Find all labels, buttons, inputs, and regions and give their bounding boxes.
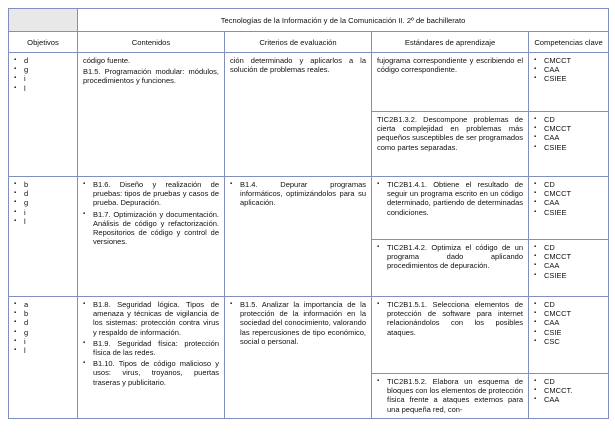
competencia-item: ▪ CSIEE: [534, 271, 603, 280]
competencia-item: ▪ CAA: [534, 65, 603, 74]
competencia-item: ▪ CMCCT: [534, 124, 603, 133]
competencia-item: ▪ CSIE: [534, 328, 603, 337]
estandar-item: ▪ TIC2B1.5.2. Elabora un esquema de bloques con los elementos de protección física frente a ataques externos para una pequeña red, con-: [377, 377, 523, 414]
criterio-cell: [225, 53, 372, 177]
competencias-cell: [529, 177, 609, 240]
competencias-cell: [529, 240, 609, 297]
estandar-item: ▪ TIC2B1.4.2. Optimiza el código de un programa dado aplicando procedimientos de depuración.: [377, 243, 523, 271]
header-criterios: Criterios de evaluación: [225, 32, 372, 53]
estandar-cell: [372, 177, 529, 240]
table-title: Tecnologías de la Información y de la Comunicación II. 2º de bachillerato: [78, 9, 609, 32]
competencia-item: ▪ CAA: [534, 261, 603, 270]
objetivo-item: ▪ l: [14, 84, 72, 93]
competencia-item: ▪ CMCCT: [534, 309, 603, 318]
estandar-item: ▪ TIC2B1.5.1. Selecciona elementos de protección de software para internet relacionándolos con los posibles ataques.: [377, 300, 523, 337]
competencia-item: ▪ CSIEE: [534, 208, 603, 217]
competencia-item: ▪ CSIEE: [534, 143, 603, 152]
estandar-text: TIC2B1.3.2. Descompone problemas de cierta complejidad en problemas más pequeños susceptibles de ser programados como partes separadas.: [377, 115, 523, 152]
contenidos-cell: [78, 53, 225, 177]
title-corner-cell: [9, 9, 78, 32]
objetivo-item: ▪ b: [14, 309, 72, 318]
competencia-item: ▪ CSIEE: [534, 74, 603, 83]
competencia-item: ▪ CD: [534, 300, 603, 309]
objetivo-item: ▪ i: [14, 74, 72, 83]
objetivo-item: ▪ a: [14, 300, 72, 309]
objetivo-item: ▪ d: [14, 56, 72, 65]
criterio-item: ▪ B1.5. Analizar la importancia de la protección de la información en la sociedad del conocimiento, valorando las repercusiones de tipo económico, social o personal.: [230, 300, 366, 346]
objetivo-item: ▪ l: [14, 217, 72, 226]
estandar-cell: [372, 297, 529, 374]
competencia-item: ▪ CMCCT: [534, 189, 603, 198]
competencia-item: ▪ CMCCT: [534, 252, 603, 261]
header-contenidos: Contenidos: [78, 32, 225, 53]
objetivo-item: ▪ g: [14, 65, 72, 74]
objetivo-item: ▪ i: [14, 337, 72, 346]
header-competencias: Competencias clave: [529, 32, 609, 53]
contenido-item: ▪ B1.6. Diseño y realización de pruebas: tipos de pruebas y casos de prueba. Depuración.: [83, 180, 219, 208]
contenido-text: código fuente.: [83, 56, 131, 65]
contenido-item: ▪ B1.10. Tipos de código malicioso y usos: virus, troyanos, puertas traseras y publicitario.: [83, 359, 219, 387]
contenido-item: ▪ B1.7. Optimización y documentación. Análisis de código y refactorización. Repositorios de código y control de versiones.: [83, 210, 219, 247]
estandar-cell: [372, 374, 529, 419]
competencia-item: ▪ CMCCT.: [534, 386, 603, 395]
objetivo-item: ▪ g: [14, 198, 72, 207]
contenido-item: ▪ B1.9. Seguridad física: protección física de las redes.: [83, 339, 219, 357]
objetivos-cell: [9, 297, 78, 419]
competencia-item: ▪ CAA: [534, 318, 603, 327]
competencias-cell: [529, 112, 609, 177]
competencia-item: ▪ CD: [534, 115, 603, 124]
competencias-cell: [529, 53, 609, 112]
estandar-text: fujograma correspondiente y escribiendo el código correspondiente.: [377, 56, 523, 75]
curriculum-table: [8, 8, 609, 419]
contenidos-cell: [78, 297, 225, 419]
header-objetivos: Objetivos: [9, 32, 78, 53]
objetivo-item: ▪ l: [14, 346, 72, 355]
competencia-item: ▪ CAA: [534, 133, 603, 142]
competencia-item: ▪ CAA: [534, 395, 603, 404]
criterio-item: ▪ B1.4. Depurar programas informáticos, optimizándolos para su aplicación.: [230, 180, 366, 208]
criterio-cell: [225, 177, 372, 297]
header-estandares: Estándares de aprendizaje: [372, 32, 529, 53]
competencia-item: ▪ CMCCT: [534, 56, 603, 65]
competencia-item: ▪ CSC: [534, 337, 603, 346]
criterio-cell: [225, 297, 372, 419]
competencia-item: ▪ CD: [534, 377, 603, 386]
objetivos-cell: [9, 177, 78, 297]
competencias-cell: [529, 297, 609, 374]
objetivo-item: ▪ b: [14, 180, 72, 189]
objetivos-cell: [9, 53, 78, 177]
competencias-cell: [529, 374, 609, 419]
curriculum-table-sheet: [8, 8, 609, 419]
estandar-item: ▪ TIC2B1.4.1. Obtiene el resultado de seguir un programa escrito en un código determinado, partiendo de determinadas condiciones.: [377, 180, 523, 217]
contenidos-cell: [78, 177, 225, 297]
estandar-cell: [372, 112, 529, 177]
competencia-item: ▪ CD: [534, 180, 603, 189]
objetivo-item: ▪ d: [14, 318, 72, 327]
objetivo-item: ▪ d: [14, 189, 72, 198]
competencia-item: ▪ CAA: [534, 198, 603, 207]
criterio-text: ción determinado y aplicarlos a la solución de problemas reales.: [230, 56, 366, 75]
objetivo-item: ▪ i: [14, 208, 72, 217]
competencia-item: ▪ CD: [534, 243, 603, 252]
contenido-text: B1.5. Programación modular: módulos, procedimientos y funciones.: [83, 67, 219, 86]
contenido-item: ▪ B1.8. Seguridad lógica. Tipos de amenaza y técnicas de vigilancia de los sistemas: protección contra virus y respaldo de información.: [83, 300, 219, 337]
estandar-cell: [372, 240, 529, 297]
objetivo-item: ▪ g: [14, 328, 72, 337]
estandar-cell: [372, 53, 529, 112]
